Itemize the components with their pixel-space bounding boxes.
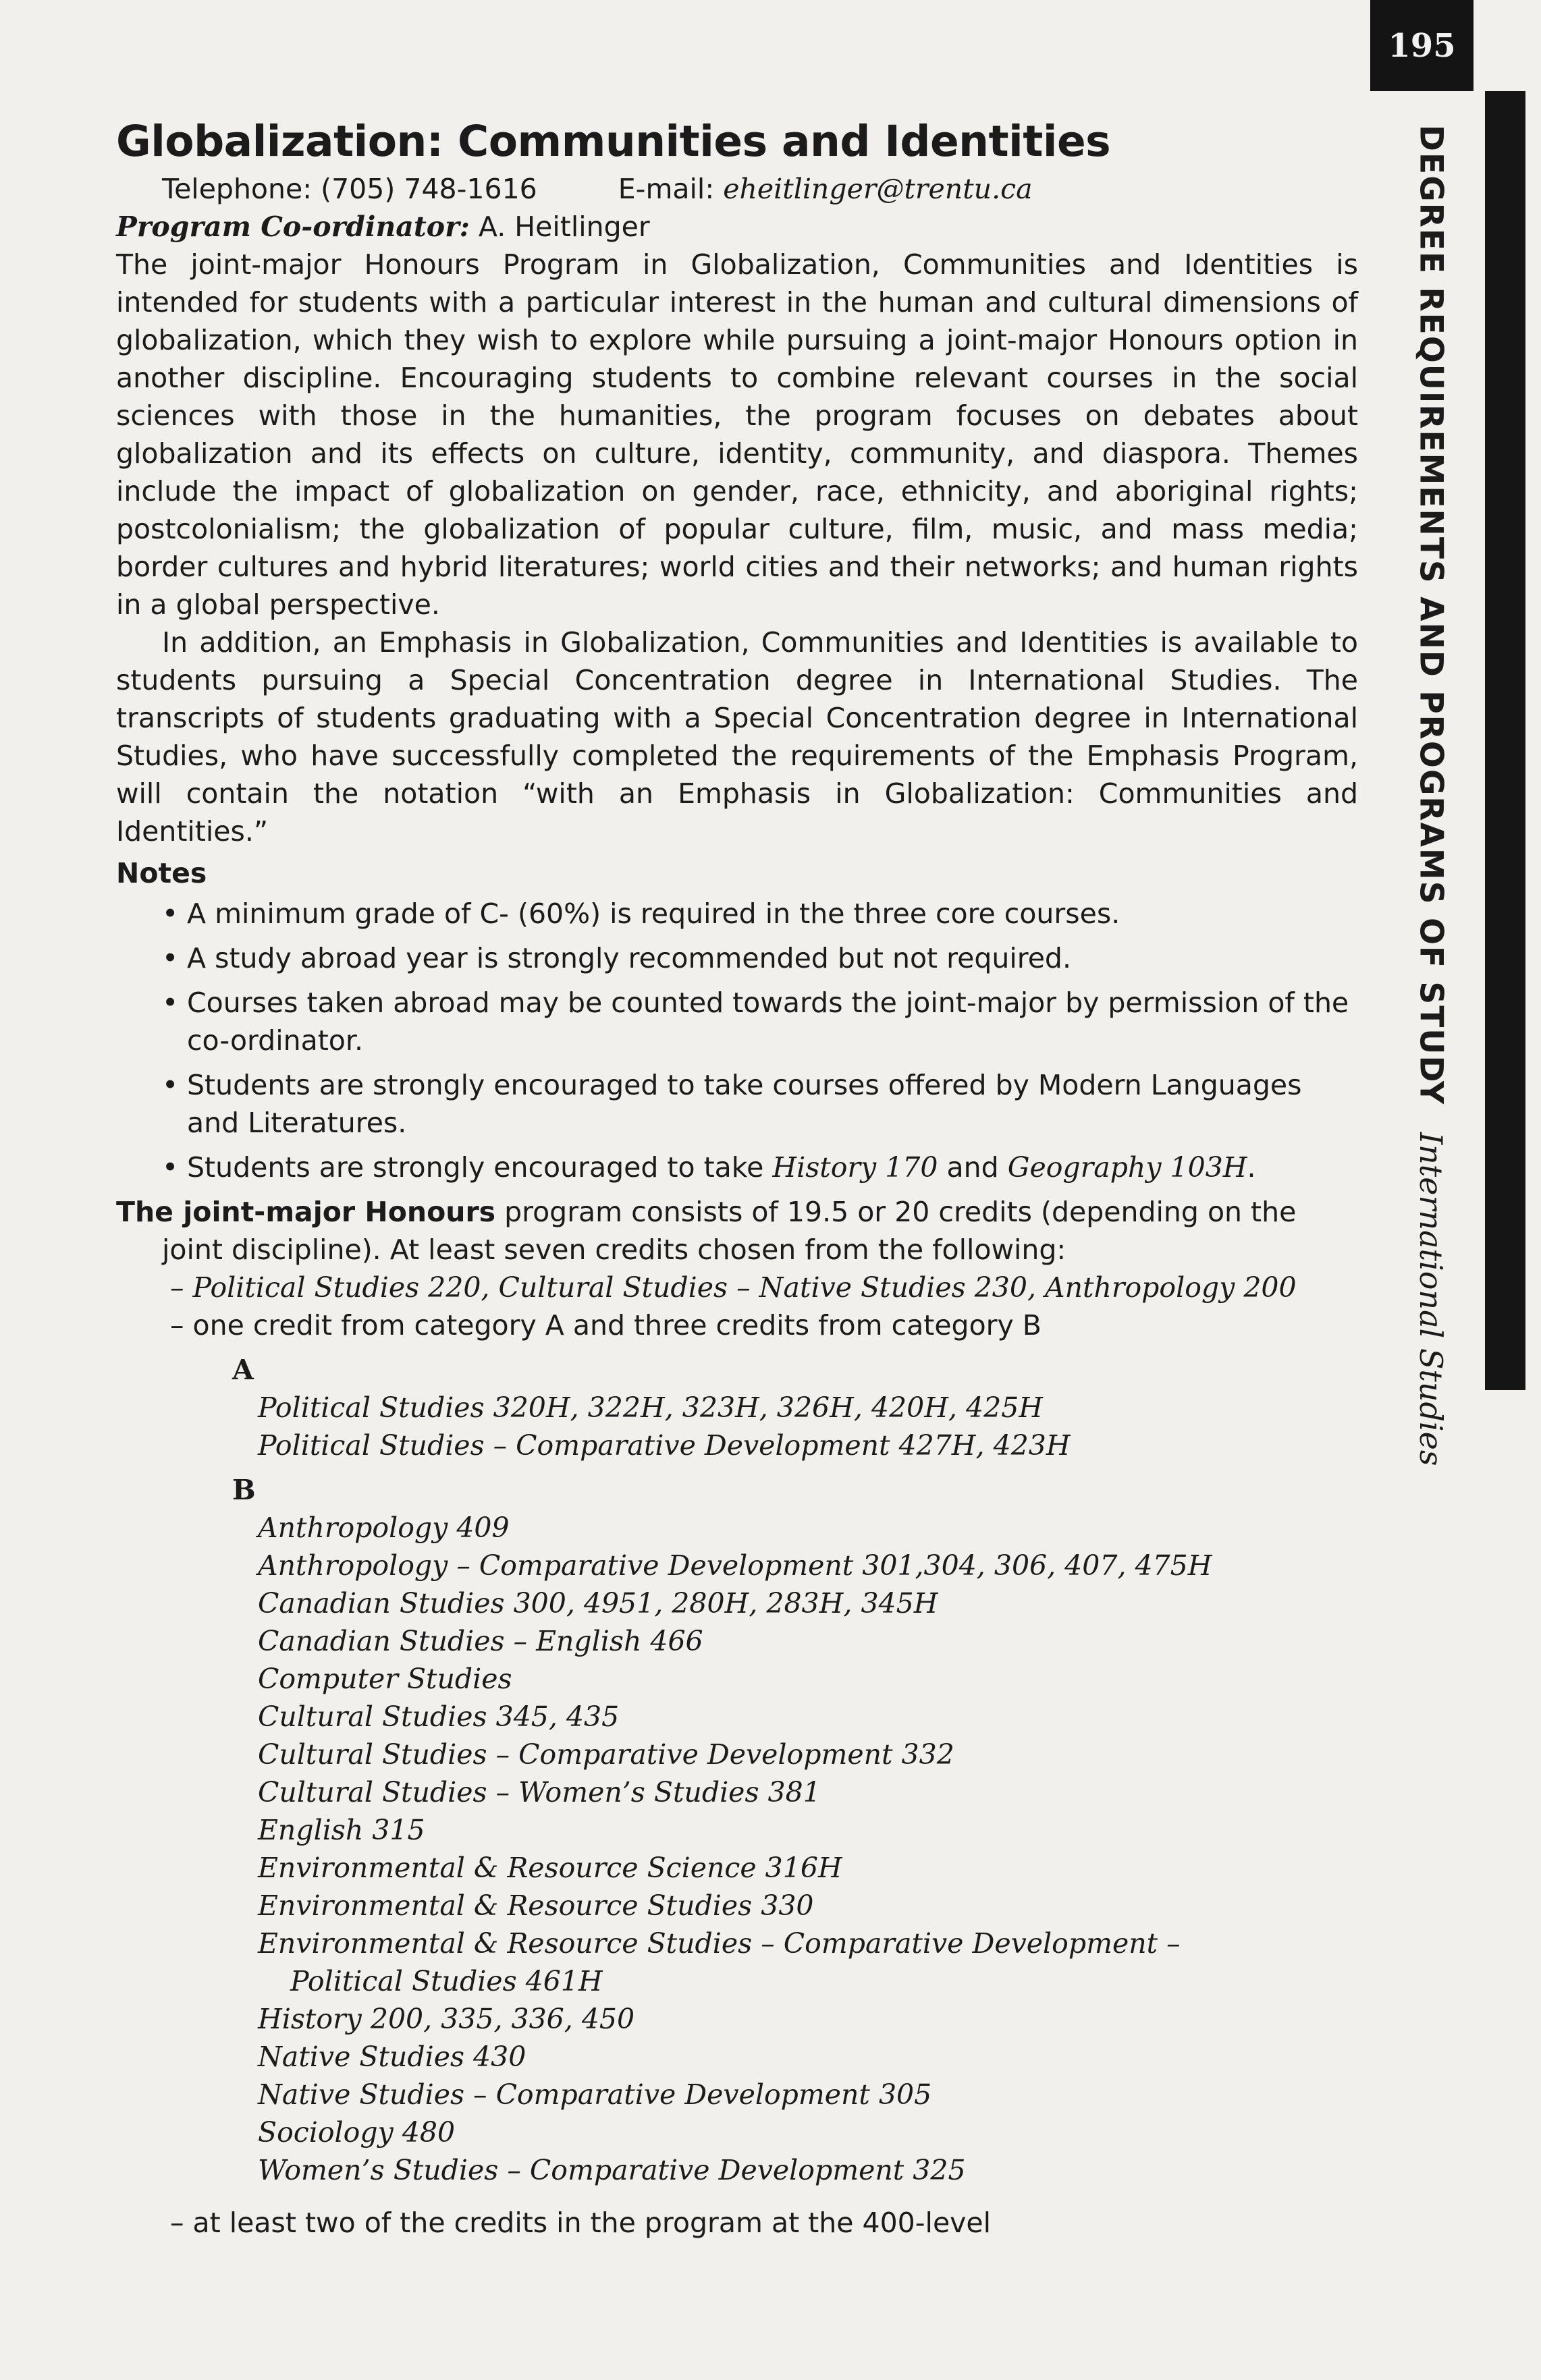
notes-list (116, 895, 1358, 1186)
course-item-continuation: Political Studies 461H (290, 1965, 603, 1997)
note-item: • Students are strongly encouraged to take courses offered by Modern Languages and Literatures. (116, 1066, 1358, 1142)
email-block (618, 170, 1033, 208)
email-label: E-mail: (618, 173, 715, 205)
course-item: Computer Studies (258, 1663, 512, 1695)
coordinator-label: Program Co-ordinator: (116, 211, 470, 243)
program-text: program consists of 19.5 or 20 credits (depending on the joint discipline). At least seven credits chosen from the following: (162, 1196, 1297, 1266)
telephone-number: (705) 748-1616 (321, 173, 537, 205)
telephone-block (162, 170, 537, 208)
course-item: Anthropology 409 (258, 1512, 510, 1544)
coordinator-name: A. Heitlinger (478, 211, 650, 243)
category-a-letter: A (232, 1354, 254, 1386)
side-band (1485, 91, 1525, 1390)
side-subheading: International Studies (1413, 1132, 1449, 1466)
course-item: Political Studies – Comparative Development 427H, 423H (258, 1429, 1071, 1462)
note-text: and (938, 1151, 1008, 1184)
page-content (116, 115, 1358, 2242)
emphasis-paragraph: In addition, an Emphasis in Globalization, Communities and Identities is available to students pursuing a Special Concentration degree in International Studies. The transcripts of students graduating with a Special Concentration degree in International Studies, who have successfully completed the requirements of the Emphasis Program, will contain the notation “with an Emphasis in Globalization: Communities and Identities.” (116, 626, 1358, 848)
notes-heading: Notes (116, 857, 207, 889)
intro-paragraph: The joint-major Honours Program in Globalization, Communities and Identities is intended for students with a particular interest in the human and cultural dimensions of globalization, which they wish to explore while pursuing a joint-major Honours option in another discipline. Encouraging students to combine relevant courses in the social sciences with those in the humanities, the program focuses on debates about globalization and its effects on culture, identity, community, and diaspora. Themes include the impact of globalization on gender, race, ethnicity, and aboriginal rights; postcolonialism; the globalization of popular culture, film, music, and mass media; border cultures and hybrid literatures; world cities and their networks; and human rights in a global perspective. (116, 248, 1358, 621)
course-item: Canadian Studies – English 466 (258, 1625, 703, 1657)
side-heading: DEGREE REQUIREMENTS AND PROGRAMS OF STUDY (1412, 125, 1450, 1106)
contact-line (116, 170, 1358, 208)
course-item: Sociology 480 (258, 2116, 456, 2149)
course-item: Cultural Studies 345, 435 (258, 1700, 620, 1733)
category-b-letter: B (232, 1474, 256, 1506)
program-description (116, 1193, 1358, 1269)
note-item: • A minimum grade of C- (60%) is required in the three core courses. (116, 895, 1358, 933)
page-title: Globalization: Communities and Identities (116, 117, 1111, 166)
category-requirement: – one credit from category A and three credits from category B (170, 1309, 1042, 1341)
email-address: eheitlinger@trentu.ca (723, 173, 1033, 205)
course-item: Canadian Studies 300, 4951, 280H, 283H, 345H (258, 1587, 938, 1620)
course-item: Environmental & Resource Studies 330 (258, 1889, 814, 1922)
telephone-label: Telephone: (162, 173, 313, 205)
course-item: Political Studies 320H, 322H, 323H, 326H, 420H, 425H (258, 1391, 1044, 1424)
course-item: English 315 (258, 1814, 425, 1846)
course-item: Native Studies 430 (258, 2041, 526, 2073)
note-text: . (1247, 1151, 1256, 1184)
course-item: Native Studies – Comparative Development 305 (258, 2078, 932, 2111)
note-item: • Courses taken abroad may be counted towards the joint-major by permission of the co-ordinator. (116, 984, 1358, 1059)
course-item: Environmental & Resource Studies – Comparative Development – (258, 1927, 1181, 1960)
course-item: History 200, 335, 336, 450 (258, 2003, 635, 2035)
course-item: Cultural Studies – Comparative Development 332 (258, 1738, 954, 1771)
note-item-last (116, 1149, 1358, 1186)
note-item: • A study abroad year is strongly recommended but not required. (116, 939, 1358, 977)
coordinator-line (116, 208, 1358, 246)
core-courses: – Political Studies 220, Cultural Studies – Native Studies 230, Anthropology 200 (170, 1271, 1297, 1304)
course-item: Anthropology – Comparative Development 301,304, 306, 407, 475H (258, 1549, 1212, 1582)
page-number: 195 (1370, 0, 1474, 91)
side-banner (1377, 125, 1485, 1488)
course-item: Women’s Studies – Comparative Development 325 (258, 2154, 966, 2186)
note-course-history: History 170 (772, 1151, 938, 1184)
note-text: Students are strongly encouraged to take (187, 1151, 773, 1184)
course-item: Environmental & Resource Science 316H (258, 1852, 842, 1884)
program-heading: The joint-major Honours (116, 1196, 496, 1228)
final-requirement: – at least two of the credits in the program at the 400-level (170, 2207, 992, 2239)
course-item: Cultural Studies – Women’s Studies 381 (258, 1776, 821, 1808)
note-course-geography: Geography 103H (1007, 1151, 1247, 1184)
